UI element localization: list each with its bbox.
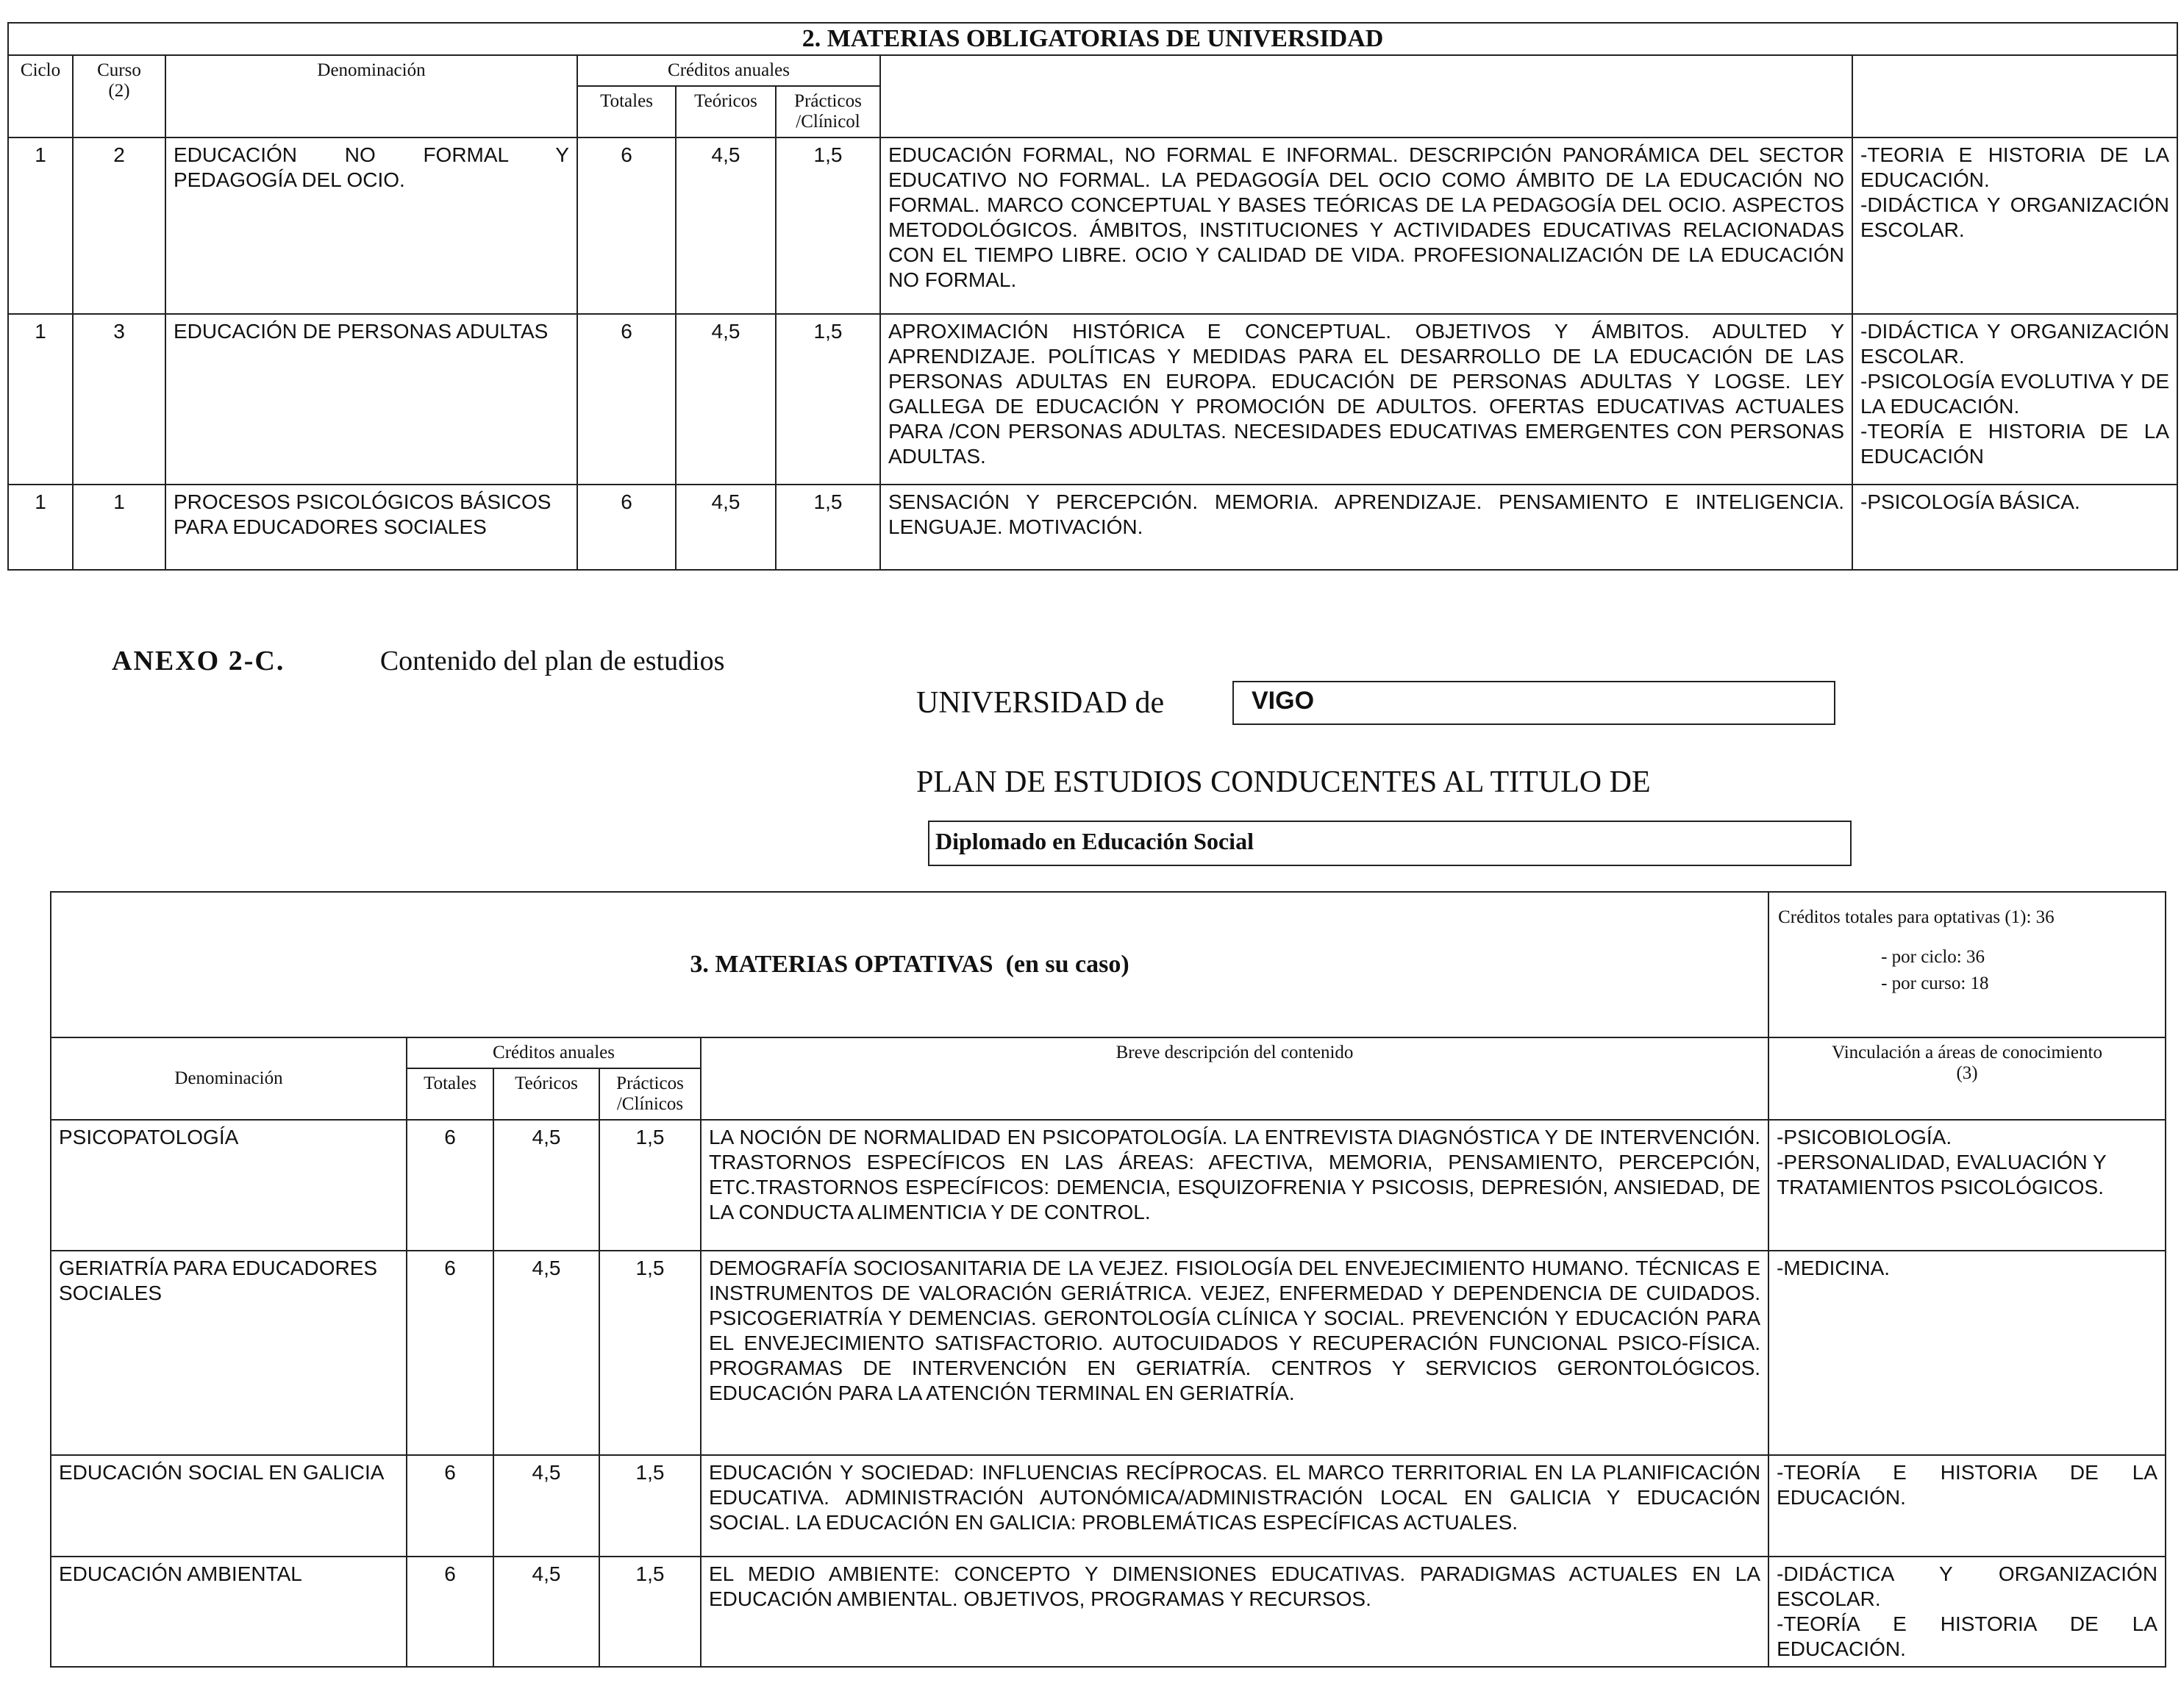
creditos-por-curso: - por curso: 18 [1881, 973, 1989, 993]
section3-title-suffix: (en su caso) [1005, 951, 1129, 978]
cell-practicos: 1,5 [776, 314, 880, 485]
header-curso [73, 55, 165, 137]
section3-title-main: 3. MATERIAS OPTATIVAS [690, 951, 993, 978]
cell-denominacion: PROCESOS PSICOLÓGICOS BÁSICOS PARA EDUCADORES SOCIALES [165, 485, 577, 570]
cell-practicos: 1,5 [776, 485, 880, 570]
header-creditos: Créditos anuales [577, 55, 880, 86]
optativas-table [50, 891, 2166, 1668]
cell-practicos: 1,5 [776, 137, 880, 314]
table-row [8, 485, 2177, 570]
cell-curso: 3 [73, 314, 165, 485]
cell-descripcion: EDUCACIÓN Y SOCIEDAD: INFLUENCIAS RECÍPROCAS. EL MARCO TERRITORIAL EN LA PLANIFICACIÓN EDUCATIVA. ADMINISTRACIÓN AUTONÓMICA/ADMINISTRACIÓN LOCAL EN GALICIA Y EDUCACIÓN SOCIAL. LA EDUCACIÓN EN GALICIA: PROBLEMÁTICAS ESPECÍFICAS ACTUALES. [701, 1455, 1768, 1557]
cell-areas: -DIDÁCTICA Y ORGANIZACIÓN ESCOLAR. -PSICOLOGÍA EVOLUTIVA Y DE LA EDUCACIÓN. -TEORÍA E HISTORIA DE LA EDUCACIÓN [1852, 314, 2177, 485]
header-creditos: Créditos anuales [407, 1037, 701, 1068]
header-areas [1768, 1037, 2166, 1120]
cell-teoricos: 4,5 [493, 1120, 599, 1251]
cell-denominacion: PSICOPATOLOGÍA [51, 1120, 407, 1251]
table-row [8, 137, 2177, 314]
cell-descripcion: DEMOGRAFÍA SOCIOSANITARIA DE LA VEJEZ. FISIOLOGÍA DEL ENVEJECIMIENTO HUMANO. TÉCNICAS E INSTRUMENTOS DE VALORACIÓN GERIÁTRICA. VEJEZ, ENFERMEDAD Y DEPENDENCIA DE CUIDADOS. PSICOGERIATRÍA Y DEMENCIAS. GERONTOLOGÍA CLÍNICA Y SOCIAL. PREVENCIÓN Y EDUCACIÓN PARA EL ENVEJECIMIENTO SATISFACTORIO. AUTOCUIDADOS Y RECUPERACIÓN FUNCIONAL PSICO-FÍSICA. PROGRAMAS DE INTERVENCIÓN EN GERIATRÍA. CENTROS Y SERVICIOS GERONTOLÓGICOS. EDUCACIÓN PARA LA ATENCIÓN TERMINAL EN GERIATRÍA. [701, 1251, 1768, 1455]
titulo-field: Diplomado en Educación Social [928, 821, 1852, 866]
header-teoricos: Teóricos [493, 1068, 599, 1120]
cell-descripcion: EDUCACIÓN FORMAL, NO FORMAL E INFORMAL. DESCRIPCIÓN PANORÁMICA DEL SECTOR EDUCATIVO NO FORMAL. LA PEDAGOGÍA DEL OCIO COMO ÁMBITO DE LA EDUCACIÓN NO FORMAL. MARCO CONCEPTUAL Y BASES TEÓRICAS DE LA PEDAGOGÍA DEL OCIO. ASPECTOS METODOLÓGICOS. ÁMBITOS, INSTITUCIONES Y ACTIVIDADES EDUCATIVAS RELACIONADAS CON EL TIEMPO LIBRE. OCIO Y CALIDAD DE VIDA. PROFESIONALIZACIÓN DE LA EDUCACIÓN NO FORMAL. [880, 137, 1852, 314]
header-areas-note: (3) [1956, 1063, 1978, 1083]
obligatorias-table [7, 22, 2178, 571]
cell-totales: 6 [407, 1251, 493, 1455]
cell-denominacion: EDUCACIÓN AMBIENTAL [51, 1557, 407, 1667]
anexo-label: ANEXO 2-C. [112, 646, 285, 676]
section2-title: 2. MATERIAS OBLIGATORIAS DE UNIVERSIDAD [8, 23, 2177, 55]
header-curso-note: (2) [108, 81, 130, 101]
section3-title [51, 892, 1768, 1037]
cell-practicos: 1,5 [599, 1557, 701, 1667]
creditos-totales: Créditos totales para optativas (1): 36 [1778, 907, 2055, 927]
cell-areas: -DIDÁCTICA Y ORGANIZACIÓN ESCOLAR. -TEORÍA E HISTORIA DE LA EDUCACIÓN. [1768, 1557, 2166, 1667]
cell-totales: 6 [577, 485, 676, 570]
cell-descripcion: EL MEDIO AMBIENTE: CONCEPTO Y DIMENSIONES EDUCATIVAS. PARADIGMAS ACTUALES EN LA EDUCACIÓN AMBIENTAL. OBJETIVOS, PROGRAMAS Y RECURSOS. [701, 1557, 1768, 1667]
cell-teoricos: 4,5 [676, 485, 776, 570]
cell-teoricos: 4,5 [676, 314, 776, 485]
table-row [51, 1557, 2166, 1667]
header-areas-empty [1852, 55, 2177, 137]
table-row [51, 1251, 2166, 1455]
cell-practicos: 1,5 [599, 1120, 701, 1251]
cell-descripcion: SENSACIÓN Y PERCEPCIÓN. MEMORIA. APRENDIZAJE. PENSAMIENTO E INTELIGENCIA. LENGUAJE. MOTIVACIÓN. [880, 485, 1852, 570]
cell-totales: 6 [577, 314, 676, 485]
universidad-label: UNIVERSIDAD de [916, 686, 1165, 720]
header-ciclo: Ciclo [8, 55, 73, 137]
cell-curso: 2 [73, 137, 165, 314]
table-row [8, 314, 2177, 485]
cell-practicos: 1,5 [599, 1251, 701, 1455]
header-practicos: Prácticos /Clínicos [599, 1068, 701, 1120]
universidad-field: VIGO [1232, 681, 1835, 725]
table-row [51, 1455, 2166, 1557]
cell-denominacion: EDUCACIÓN NO FORMAL Y PEDAGOGÍA DEL OCIO. [165, 137, 577, 314]
cell-teoricos: 4,5 [493, 1251, 599, 1455]
cell-curso: 1 [73, 485, 165, 570]
cell-denominacion: EDUCACIÓN SOCIAL EN GALICIA [51, 1455, 407, 1557]
header-descripcion-empty [880, 55, 1852, 137]
cell-teoricos: 4,5 [493, 1557, 599, 1667]
cell-areas: -PSICOBIOLOGÍA. -PERSONALIDAD, EVALUACIÓN Y TRATAMIENTOS PSICOLÓGICOS. [1768, 1120, 2166, 1251]
header-curso-label: Curso [97, 60, 141, 80]
header-totales: Totales [577, 86, 676, 137]
header-totales: Totales [407, 1068, 493, 1120]
header-areas-label: Vinculación a áreas de conocimiento [1832, 1043, 2102, 1062]
table-row [51, 1120, 2166, 1251]
creditos-por-ciclo: - por ciclo: 36 [1881, 947, 1985, 967]
anexo-heading [112, 645, 724, 677]
cell-denominacion: EDUCACIÓN DE PERSONAS ADULTAS [165, 314, 577, 485]
header-practicos: Prácticos /Clínicol [776, 86, 880, 137]
cell-totales: 6 [577, 137, 676, 314]
cell-teoricos: 4,5 [676, 137, 776, 314]
cell-totales: 6 [407, 1557, 493, 1667]
header-teoricos: Teóricos [676, 86, 776, 137]
cell-ciclo: 1 [8, 485, 73, 570]
cell-ciclo: 1 [8, 137, 73, 314]
header-denominacion: Denominación [165, 55, 577, 137]
creditos-optativas-box [1768, 892, 2166, 1037]
cell-totales: 6 [407, 1120, 493, 1251]
cell-areas: -TEORIA E HISTORIA DE LA EDUCACIÓN. -DIDÁCTICA Y ORGANIZACIÓN ESCOLAR. [1852, 137, 2177, 314]
cell-descripcion: APROXIMACIÓN HISTÓRICA E CONCEPTUAL. OBJETIVOS Y ÁMBITOS. ADULTED Y APRENDIZAJE. POLÍTICAS Y MEDIDAS PARA EL DESARROLLO DE LA EDUCACIÓN DE LAS PERSONAS ADULTAS EN EUROPA. EDUCACIÓN DE PERSONAS ADULTAS Y LOGSE. LEY GALLEGA DE EDUCACIÓN Y PROMOCIÓN DE ADULTOS. OFERTAS EDUCATIVAS ACTUALES PARA /CON PERSONAS ADULTAS. NECESIDADES EDUCATIVAS EMERGENTES CON PERSONAS ADULTAS. [880, 314, 1852, 485]
cell-teoricos: 4,5 [493, 1455, 599, 1557]
cell-areas: -TEORÍA E HISTORIA DE LA EDUCACIÓN. [1768, 1455, 2166, 1557]
cell-areas: -MEDICINA. [1768, 1251, 2166, 1455]
cell-practicos: 1,5 [599, 1455, 701, 1557]
cell-denominacion: GERIATRÍA PARA EDUCADORES SOCIALES [51, 1251, 407, 1455]
cell-descripcion: LA NOCIÓN DE NORMALIDAD EN PSICOPATOLOGÍA. LA ENTREVISTA DIAGNÓSTICA Y DE INTERVENCIÓN. TRASTORNOS ESPECÍFICOS EN LAS ÁREAS: AFECTIVA, MEMORIA, PENSAMIENTO, PERCEPCIÓN, ETC.TRASTORNOS ESPECÍFICOS: DEMENCIA, ESQUIZOFRENIA Y PSICOSIS, DEPRESIÓN, ANSIEDAD, DE LA CONDUCTA ALIMENTICIA Y DE CONTROL. [701, 1120, 1768, 1251]
anexo-text: Contenido del plan de estudios [379, 646, 725, 676]
cell-totales: 6 [407, 1455, 493, 1557]
cell-areas: -PSICOLOGÍA BÁSICA. [1852, 485, 2177, 570]
plan-label: PLAN DE ESTUDIOS CONDUCENTES AL TITULO DE [916, 765, 1651, 799]
cell-ciclo: 1 [8, 314, 73, 485]
header-denominacion: Denominación [51, 1037, 407, 1120]
header-descripcion: Breve descripción del contenido [701, 1037, 1768, 1120]
